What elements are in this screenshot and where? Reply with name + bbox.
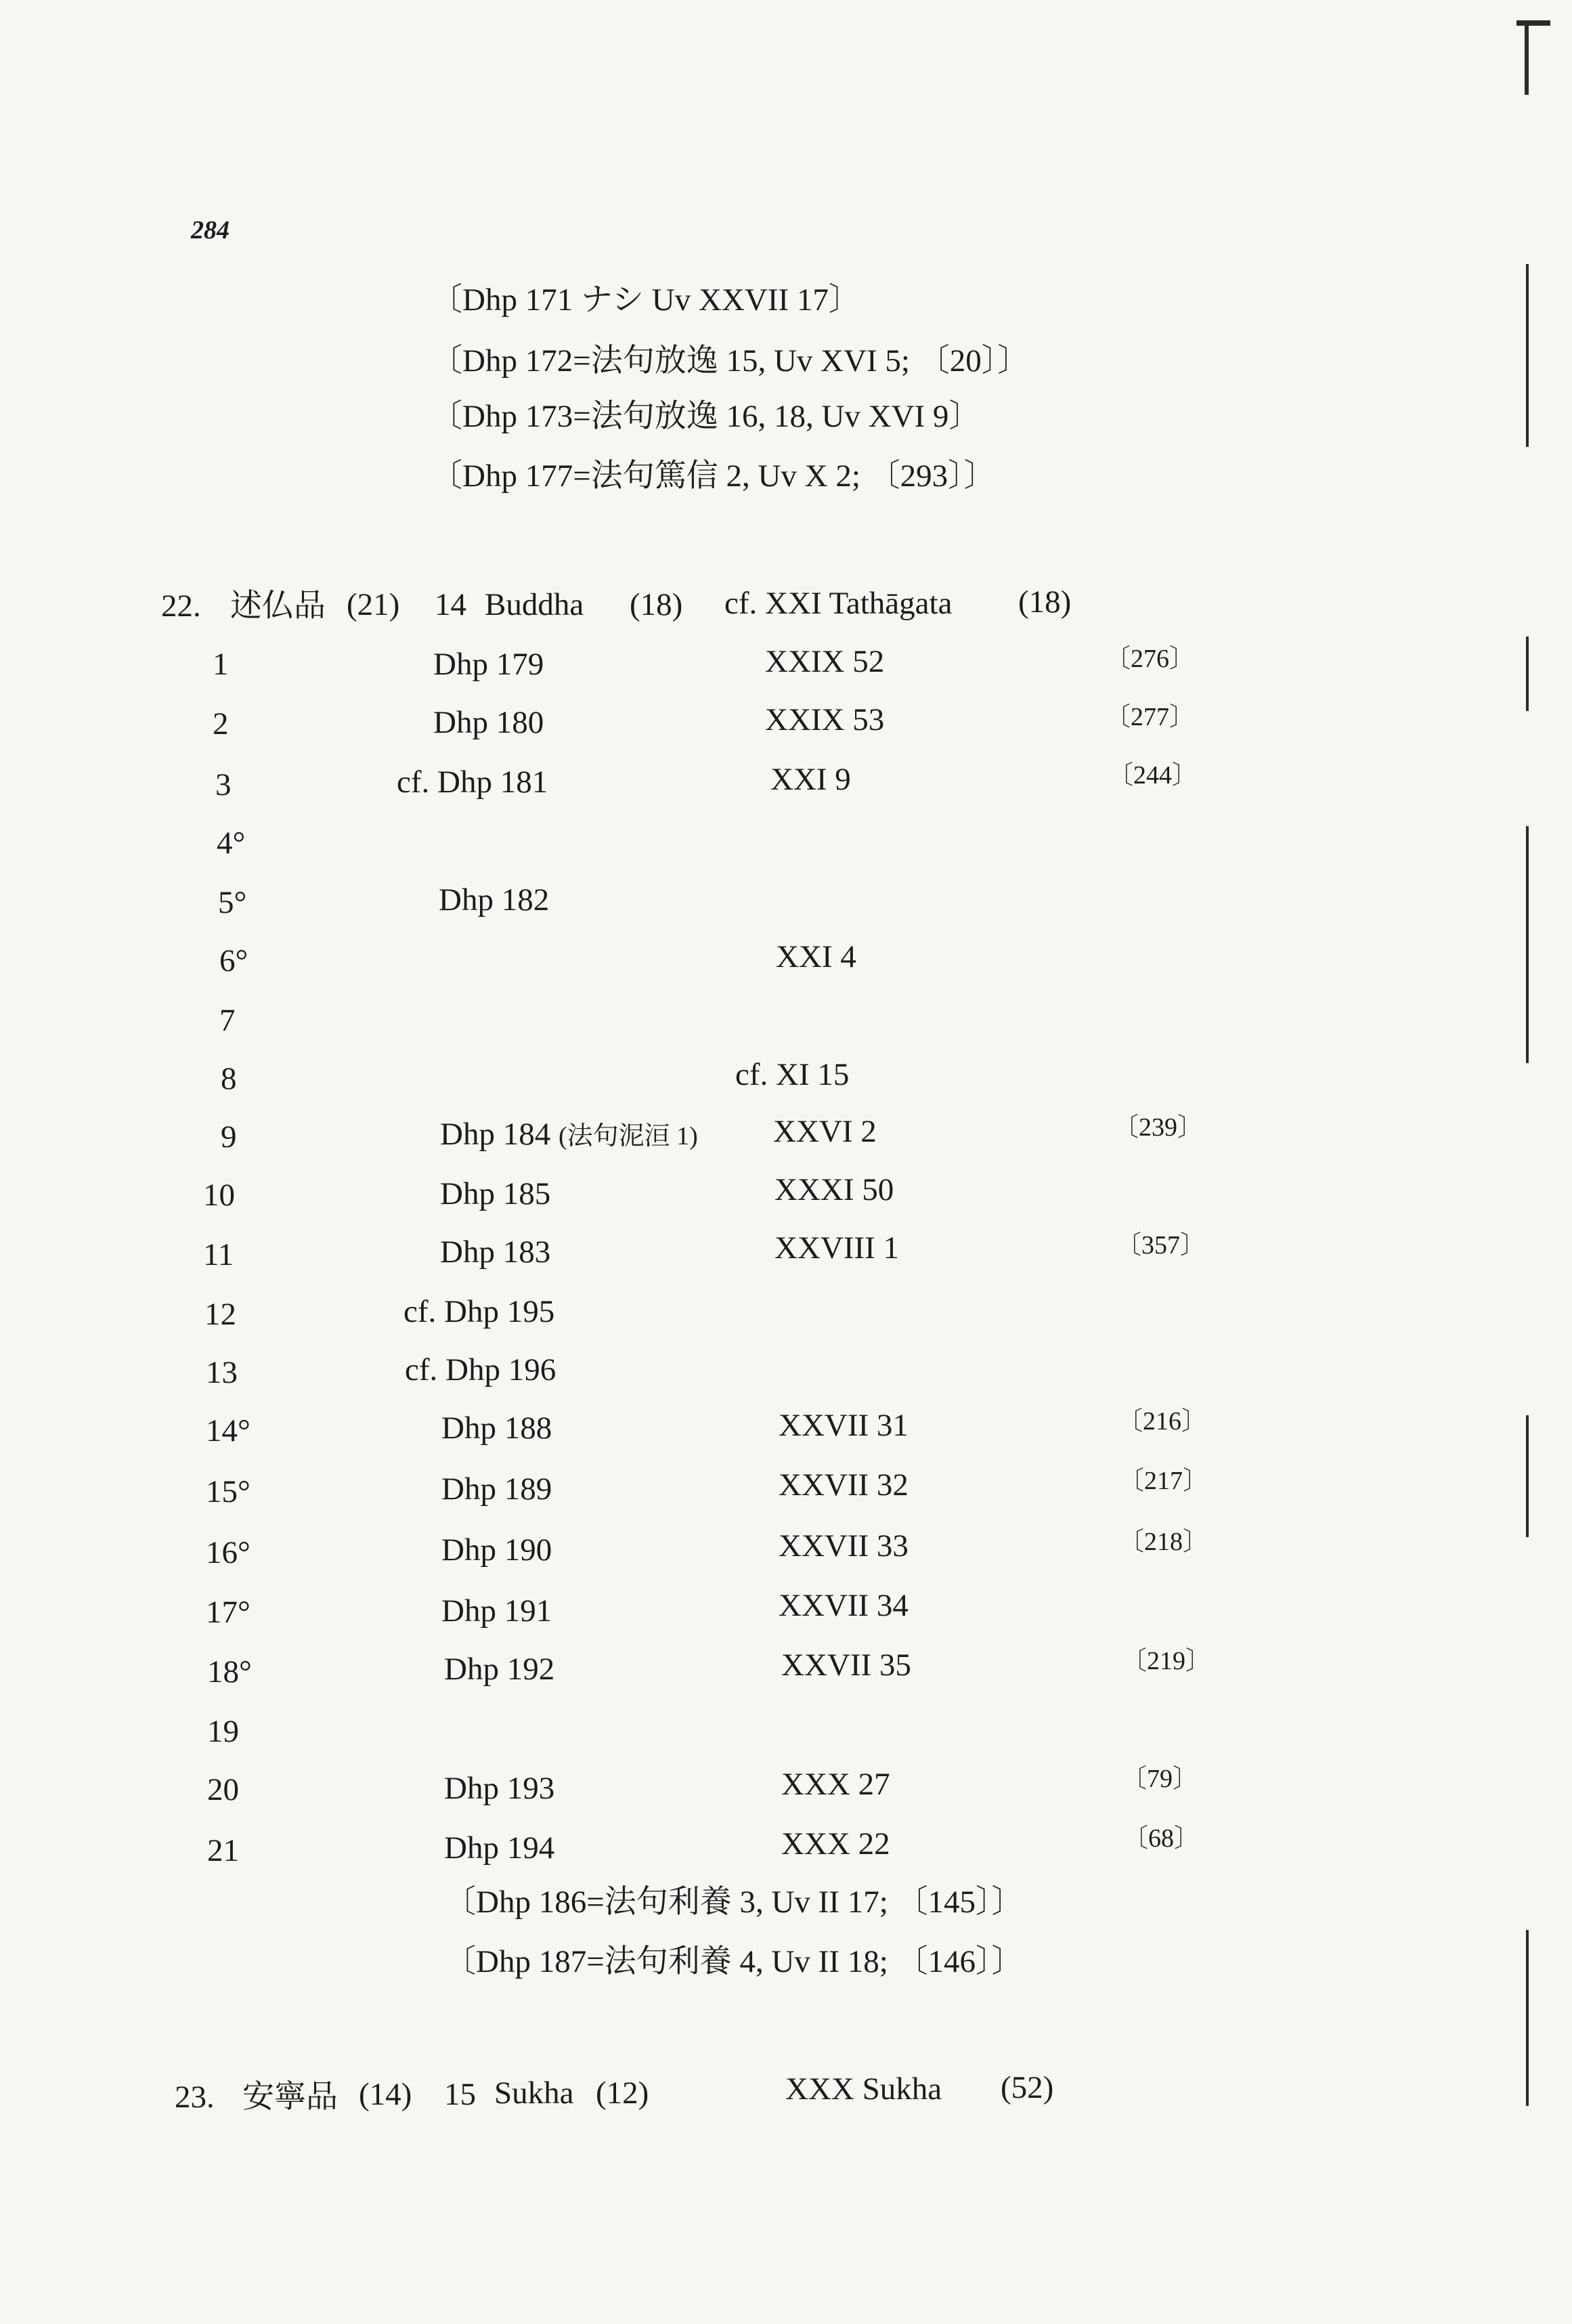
row-ref: 〔277〕	[1105, 703, 1196, 731]
section-22-pali-number: 14	[435, 587, 466, 622]
bracket-note-bottom-1: 〔Dhp 186=法句利養 3, Uv II 17; 〔145〕〕	[444, 1885, 1024, 1920]
row-uv: XXVI 2	[773, 1114, 877, 1149]
row-number: 10	[203, 1178, 235, 1213]
row-number: 15°	[206, 1474, 250, 1509]
row-ref: 〔244〕	[1108, 761, 1198, 790]
row-dhp-ref: Dhp 184	[440, 1117, 551, 1152]
row-uv: cf. XI 15	[735, 1057, 850, 1092]
row-number: 1	[213, 647, 229, 682]
row-number: 5°	[218, 885, 247, 920]
bracket-note-top-2: 〔Dhp 172=法句放逸 15, Uv XVI 5; 〔20〕〕	[431, 343, 1030, 379]
row-uv: XXVII 35	[781, 1648, 911, 1683]
row-dhp: Dhp 193	[444, 1771, 555, 1806]
scan-edge-line	[1526, 264, 1529, 447]
row-ref: 〔218〕	[1118, 1528, 1209, 1556]
row-uv: XXXI 50	[774, 1172, 894, 1207]
row-ref: 〔68〕	[1122, 1824, 1200, 1853]
row-dhp: Dhp 189	[441, 1471, 552, 1507]
row-ref: 〔276〕	[1105, 645, 1196, 673]
row-number: 13	[206, 1355, 238, 1390]
section-23-chinese-count: (14)	[359, 2077, 412, 2112]
row-dhp	[440, 1119, 698, 1150]
section-22-pali: Buddha	[485, 587, 584, 622]
section-23-uv: XXX Sukha	[785, 2071, 942, 2107]
row-dhp: Dhp 194	[444, 1830, 555, 1866]
row-number: 2	[213, 706, 229, 741]
row-number: 12	[204, 1297, 236, 1332]
bracket-note-top-4: 〔Dhp 177=法句篤信 2, Uv X 2; 〔293〕〕	[431, 458, 996, 494]
section-22-chinese: 述仏品	[230, 588, 326, 624]
row-dhp: cf. Dhp 196	[405, 1352, 556, 1387]
row-number: 18°	[207, 1654, 252, 1690]
section-23-pali-count: (12)	[596, 2075, 649, 2111]
bracket-note-bottom-2: 〔Dhp 187=法句利養 4, Uv II 18; 〔146〕〕	[444, 1944, 1024, 1979]
row-dhp: cf. Dhp 181	[397, 765, 548, 800]
row-dhp: Dhp 185	[440, 1176, 551, 1211]
row-uv: XXI 9	[770, 762, 851, 797]
row-uv: XXIX 53	[765, 702, 885, 737]
section-22-uv-count: (18)	[1018, 584, 1072, 620]
bracket-note-top-1: 〔Dhp 171 ナシ Uv XXVII 17〕	[431, 282, 860, 318]
scan-edge-line	[1526, 1930, 1529, 2106]
section-23-number: 23.	[175, 2080, 215, 2115]
bracket-note-top-3: 〔Dhp 173=法句放逸 16, 18, Uv XVI 9〕	[431, 399, 981, 434]
row-uv: XXX 22	[781, 1826, 890, 1862]
scan-edge-line	[1525, 20, 1529, 95]
row-ref: 〔79〕	[1121, 1765, 1199, 1793]
row-uv: XXX 27	[781, 1767, 890, 1802]
row-number: 14°	[206, 1413, 250, 1448]
row-uv: XXI 4	[776, 939, 856, 974]
row-uv: XXVII 31	[779, 1408, 909, 1443]
scan-edge-line	[1526, 826, 1529, 1063]
row-number: 3	[215, 767, 232, 802]
row-uv: XXIX 52	[765, 644, 885, 679]
row-number: 19	[207, 1714, 239, 1749]
row-number: 16°	[206, 1535, 250, 1570]
row-dhp: Dhp 190	[441, 1532, 552, 1568]
row-ref: 〔219〕	[1121, 1647, 1212, 1675]
row-number: 17°	[206, 1595, 250, 1630]
row-ref: 〔239〕	[1113, 1113, 1204, 1142]
row-dhp: Dhp 188	[441, 1411, 552, 1446]
scan-edge-line	[1526, 637, 1529, 711]
scan-edge-line	[1526, 1415, 1529, 1537]
row-number: 9	[221, 1119, 237, 1155]
row-dhp: cf. Dhp 195	[403, 1294, 555, 1329]
row-dhp: Dhp 192	[444, 1652, 555, 1687]
row-dhp: Dhp 180	[433, 705, 544, 740]
row-ref: 〔217〕	[1118, 1467, 1209, 1495]
row-uv: XXVIII 1	[774, 1230, 900, 1266]
section-23-chinese: 安寧品	[242, 2080, 338, 2115]
section-22-chinese-count: (21)	[347, 587, 400, 622]
row-number: 7	[219, 1003, 236, 1038]
section-22-pali-count: (18)	[630, 587, 683, 622]
row-number: 11	[203, 1237, 234, 1272]
row-uv: XXVII 34	[779, 1588, 909, 1623]
section-23-pali: Sukha	[494, 2075, 574, 2111]
row-number: 8	[221, 1061, 237, 1096]
row-dhp: Dhp 182	[439, 882, 550, 918]
row-number: 21	[207, 1833, 239, 1868]
row-uv: XXVII 33	[779, 1528, 909, 1564]
row-dhp: Dhp 183	[440, 1234, 551, 1270]
section-22-uv: cf. XXI Tathāgata	[724, 586, 953, 621]
row-uv: XXVII 32	[779, 1467, 909, 1503]
row-number: 4°	[217, 825, 246, 861]
page-number: 284	[191, 216, 230, 244]
row-ref: 〔357〕	[1116, 1231, 1206, 1260]
section-22-number: 22.	[161, 588, 201, 624]
row-number: 6°	[219, 943, 248, 978]
row-dhp-note: (法句泥洹 1)	[558, 1122, 698, 1150]
row-number: 20	[207, 1772, 239, 1807]
row-ref: 〔216〕	[1117, 1407, 1208, 1436]
row-dhp: Dhp 191	[441, 1593, 552, 1629]
row-dhp: Dhp 179	[433, 647, 544, 682]
section-23-uv-count: (52)	[1001, 2070, 1054, 2105]
scan-edge-corner	[1516, 20, 1550, 26]
section-23-pali-number: 15	[444, 2077, 476, 2112]
